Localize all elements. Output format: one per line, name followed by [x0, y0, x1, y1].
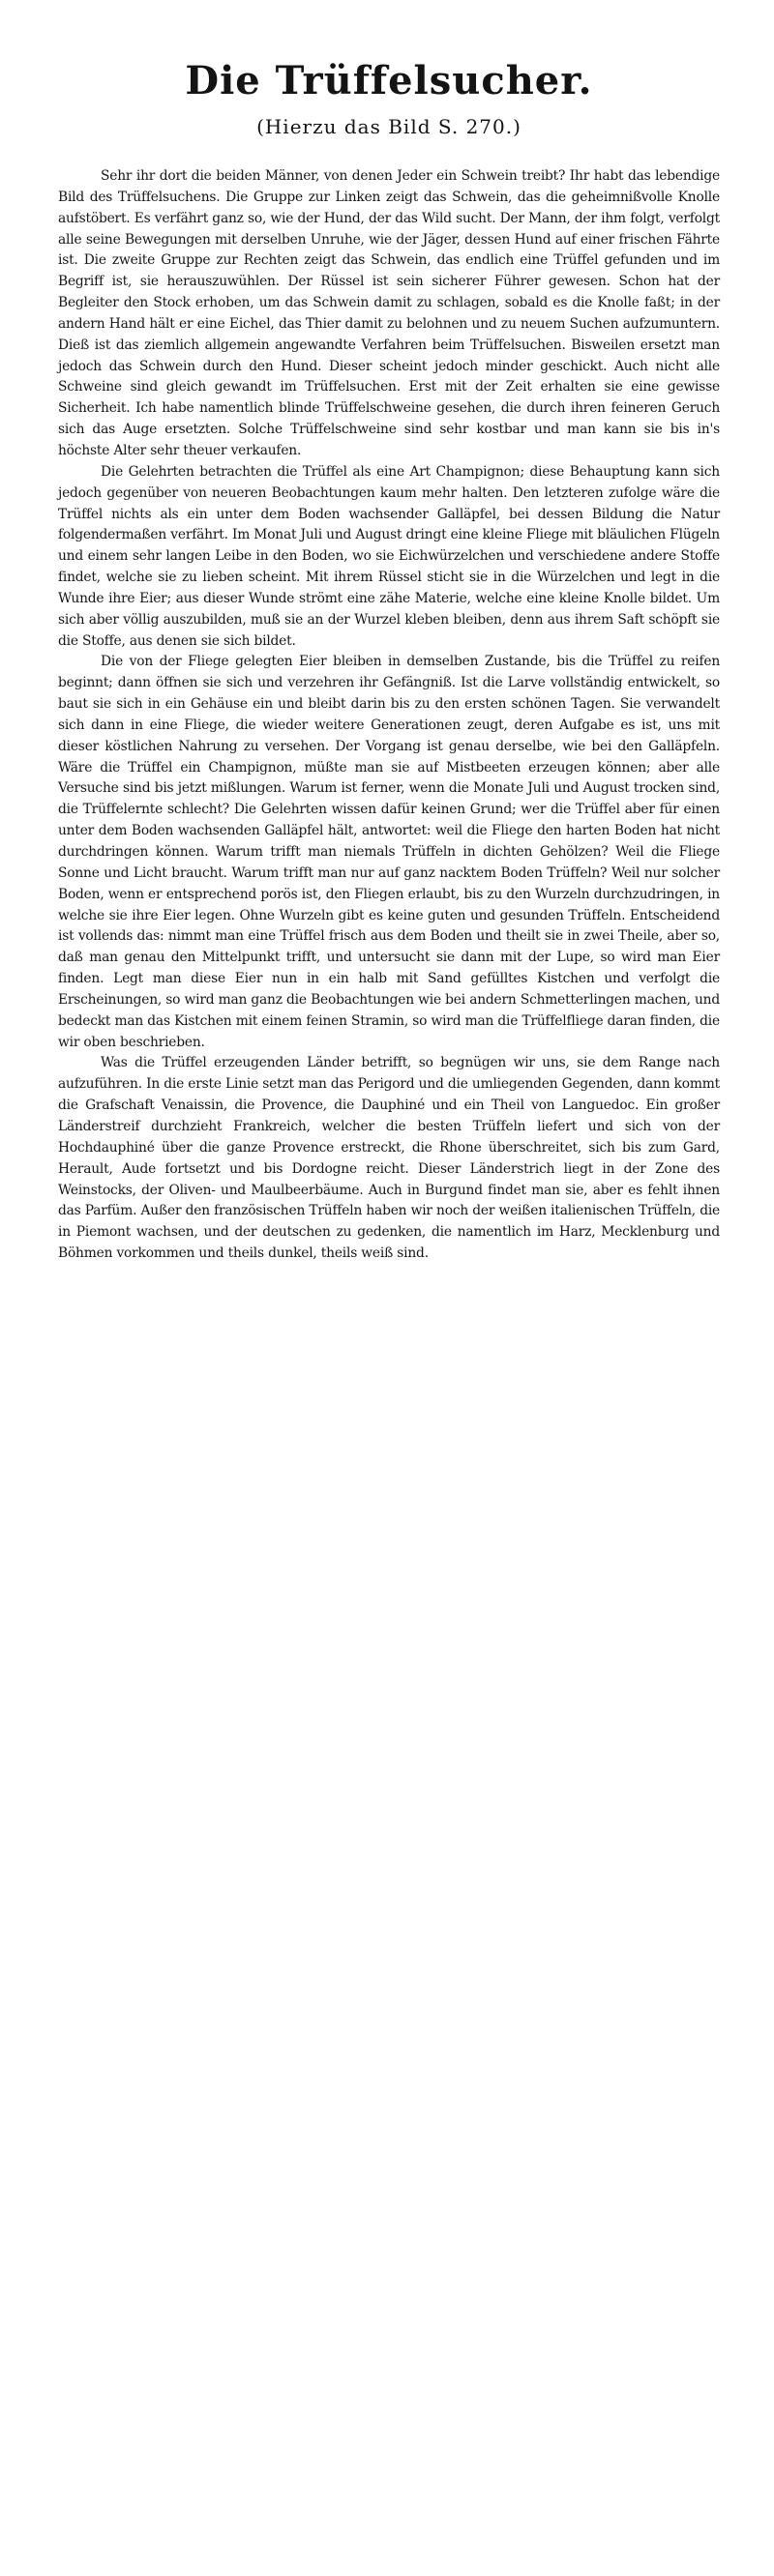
paragraph-2: Die Gelehrten betrachten die Trüffel als eine Art Champignon; diese Behauptung kann sich jedoch gegenüber von neueren Beobachtungen kaum mehr halten. Den letzteren zufolge wäre die Trüffel nichts als ein unter dem Boden wachsender Galläpfel, bei dessen Bildung die Natur folgendermaßen verfährt. Im Monat Juli und August dringt eine kleine Fliege mit bläulichen Flügeln und einem sehr langen Leibe in den Boden, wo sie Eichwürzelchen und verschiedene andere Stoffe findet, welche sie zu lieben scheint. Mit ihrem Rüssel sticht sie in die Würzelchen und legt in die Wunde ihre Eier; aus dieser Wunde strömt eine zähe Materie, welche eine kleine Knolle bildet. Um sich aber völlig auszubilden, muß sie an der Wurzel kleben bleiben, denn aus ihrem Saft schöpft sie die Stoffe, aus denen sie sich bildet.	[58, 463, 720, 649]
article-subtitle: (Hierzu das Bild S. 270.)	[256, 115, 521, 138]
paragraph-4: Was die Trüffel erzeugenden Länder betrifft, so begnügen wir uns, sie dem Range nach aufzuführen. In die erste Linie setzt man das Perigord und die umliegenden Gegenden, dann kommt die Grafschaft Venaissin, die Provence, die Dauphiné und ein Theil von Languedoc. Ein großer Länderstreif durchzieht Frankreich, welcher die besten Trüffeln liefert und sich von der Hochdauphiné über die ganze Provence erstreckt, die Rhone überschreitet, sich bis zum Gard, Herault, Aude fortsetzt und bis Dordogne reicht. Dieser Länderstrich liegt in der Zone des Weinstocks, der Oliven- und Maulbeerbäume. Auch in Burgund findet man sie, aber es fehlt ihnen das Parfüm. Außer den französischen Trüffeln haben wir noch der weißen italienischen Trüffeln, die in Piemont wachsen, und der deutschen zu gedenken, die namentlich im Harz, Mecklenburg und Böhmen vorkommen und theils dunkel, theils weiß sind.	[58, 1055, 720, 1262]
article-body	[58, 166, 720, 1265]
paragraph-3: Die von der Fliege gelegten Eier bleiben in demselben Zustande, bis die Trüffel zu reifen beginnt; dann öffnen sie sich und verzehren ihr Gefängniß. Ist die Larve vollständig entwickelt, so baut sie sich in ein Gehäuse ein und bleibt darin bis zu den ersten schönen Tagen. Sie verwandelt sich dann in eine Fliege, die wieder weitere Generationen zeugt, deren Aufgabe es ist, uns mit dieser köstlichen Nahrung zu versehen. Der Vorgang ist genau derselbe, wie bei den Galläpfeln. Wäre die Trüffel ein Champignon, müßte man sie auf Mistbeeten erzeugen können; aber alle Versuche sind bis jetzt mißlungen. Warum ist ferner, wenn die Monate Juli und August trocken sind, die Trüffelernte schlecht? Die Gelehrten wissen dafür keinen Grund; wer die Trüffel aber für einen unter dem Boden wachsenden Galläpfel hält, antwortet: weil die Fliege den harten Boden hat nicht durchdringen können. Warum trifft man niemals Trüffeln in dichten Gehölzen? Weil die Fliege Sonne und Licht braucht. Warum trifft man nur auf ganz nacktem Boden Trüffeln? Weil nur solcher Boden, wenn er entsprechend porös ist, den Fliegen erlaubt, bis zu den Wurzeln durchzudringen, in welche sie ihre Eier legen. Ohne Wurzeln gibt es keine guten und gesunden Trüffeln. Entscheidend ist vollends das: nimmt man eine Trüffel frisch aus dem Boden und theilt sie in zwei Theile, aber so, daß man genau den Mittelpunkt trifft, und untersucht sie dann mit der Lupe, so wird man Eier finden. Legt man diese Eier nun in ein halb mit Sand gefülltes Kistchen und verfolgt die Erscheinungen, so wird man ganz die Beobachtungen wie bei andern Schmetterlingen machen, und bedeckt man das Kistchen mit einem feinen Stramin, so wird man die Trüffelfliege daran finden, die wir oben beschrieben.	[58, 654, 720, 1050]
article-title: Die Trüffelsucher.	[185, 58, 593, 103]
paragraph-1: Sehr ihr dort die beiden Männer, von denen Jeder ein Schwein treibt? Ihr habt das lebendige Bild des Trüffelsuchens. Die Gruppe zur Linken zeigt das Schwein, das die geheimnißvolle Knolle aufstöbert. Es verfährt ganz so, wie der Hund, der das Wild sucht. Der Mann, der ihm folgt, verfolgt alle seine Bewegungen mit derselben Unruhe, wie der Jäger, dessen Hund auf einer frischen Fährte ist. Die zweite Gruppe zur Rechten zeigt das Schwein, das endlich eine Trüffel gefunden und im Begriff ist, sie herauszuwühlen. Der Rüssel ist sein sicherer Führer gewesen. Schon hat der Begleiter den Stock erhoben, um das Schwein damit zu schlagen, sobald es die Knolle faßt; in der andern Hand hält er eine Eichel, das Thier damit zu belohnen und zu neuem Suchen aufzumuntern. Dieß ist das ziemlich allgemein angewandte Verfahren beim Trüffelsuchen. Bisweilen ersetzt man jedoch das Schwein durch den Hund. Dieser scheint jedoch minder geschickt. Auch nicht alle Schweine sind gleich gewandt im Trüffelsuchen. Erst mit der Zeit erhalten sie eine gewisse Sicherheit. Ich habe namentlich blinde Trüffelschweine gesehen, die durch ihren feineren Geruch sich das Auge ersetzten. Solche Trüffelschweine sind sehr kostbar und man kann sie bis in's höchste Alter sehr theuer verkaufen.	[58, 168, 720, 458]
